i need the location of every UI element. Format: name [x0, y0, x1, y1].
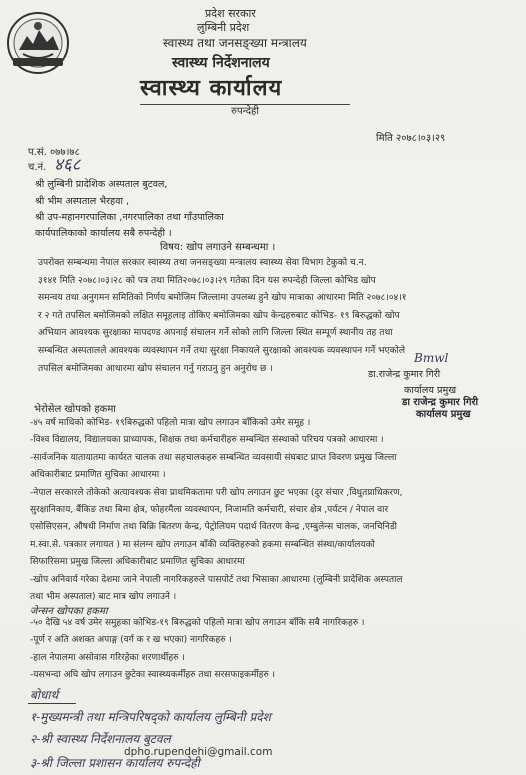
list-item: -नेपाल सरकारले तोकेको अत्यावश्यक सेवा प्राथमिकतामा परी खोप लगाउन छुट भएका (दुर संचार ,विधुतप्राधिकरण, [30, 487, 403, 498]
body-line: तपसिल बमोजिमका आधारमा खोप संचालन गर्नु गराउनु हुन अनुरोध छ । [38, 363, 273, 374]
section-verocell-list [30, 415, 514, 606]
body-line: सम्बन्धित अस्पतालले आवश्यक व्यवस्थापन गर्ने तथा सुरक्षा निकायले सुरक्षाको आवश्यक व्यवस्थापन गर्ने भएकोले [38, 345, 406, 356]
list-item: एसोसिएसन, औषधी निर्माण तथा बिक्रि बितरण केन्द्र, पेट्रोलियम पदार्थ वितरण केन्द्र ,एम्बुलेन्स चालक, जनचिनिडी [30, 522, 397, 533]
recipient-2: श्री भीम अस्पताल भैरहवा , [35, 196, 130, 207]
body-line: समन्वय तथा अनुगमन समितिको निर्णय बमोजिम जिल्लामा उपलब्ध हुने खोप मात्राका आधारमा मिति २०७८।०४।१ [38, 293, 407, 304]
header-govt: प्रदेश सरकार [205, 7, 256, 20]
stamp-name: डा राजेन्द्र कुमार गिरी [402, 397, 479, 408]
list-item: -खोप अनिवार्य गरेका देशमा जाने नेपाली नागरिकहरुले पासपोर्ट तथा भिसाका आधारमा (लुम्बिनी प्रादेशिक अस्पताल [30, 574, 403, 585]
body-line: ३१४१ मिति २०७८।०३।२८ को पत्र तथा मिति२०७८।०३।२९ गतेका दिन यस रुपन्देही जिल्ला कोभिड खोप [38, 275, 376, 286]
signatory-title: कार्यालय प्रमुख [404, 385, 457, 396]
nepal-emblem-logo [5, 10, 71, 76]
header-district: रुपन्देही [231, 106, 259, 117]
letter-subject: विषय: खोप लगाउने सम्बन्धमा । [160, 242, 276, 253]
list-item: -पूर्ण र अति अशक्त अपाङ्ग (वर्ग क र ख भएका) नागरिकहरु । [30, 635, 232, 646]
cc-underline [28, 703, 76, 704]
dispatch-number: ४६८ [54, 155, 81, 175]
list-item: -यसभन्दा अघि खोप लगाउन छुटेका स्वास्थ्यकर्मीहरु तथा सरसफाइकर्मीहरु । [30, 670, 276, 681]
list-item: म.स्वा.से. पत्रकार लगायत ) मा संलग्न खोप लगाउन बाँकी व्यक्तिहरुको हकमा सम्बन्धित संस्था/कार्यालयको [30, 539, 375, 550]
section-veroсell-title: भेरोसेल खोपको हकमा [34, 404, 116, 415]
body-line: अभियान आवश्यक सुरक्षाका मापदण्ड अपनाई संचालन गर्ने सोको लागि जिल्ला स्थित सम्पूर्ण स्थानीय तह तथा [38, 328, 393, 339]
header-office: स्वास्थ्य कार्यालय [140, 76, 283, 101]
header-ministry: स्वास्थ्य तथा जनसङ्ख्या मन्त्रालय [163, 36, 307, 50]
signatory-name: डा.राजेन्द्र कुमार गिरी [368, 369, 441, 380]
letter-date: मिति २०७८।०३।२९ [376, 133, 446, 144]
header-directorate: स्वास्थ्य निर्देशनालय [172, 55, 270, 71]
list-item: सिफारिसमा प्रमुख जिल्ला अधिकारीबाट प्रमाणित सुचिका आधारमा [30, 557, 245, 568]
recipient-3: श्री उप-महानगरपालिका ,नगरपालिका तथा गाँउपालिका [35, 212, 224, 223]
list-item: तथा भीम अस्पताल) बाट मात्र खोप लगाउने । [30, 592, 177, 603]
list-item: -हाल नेपालमा असोवास गरिरहेका शरणार्थीहरु । [30, 652, 185, 663]
office-email: dpho.rupendehi@gmail.com [124, 746, 273, 758]
body-line: उपरोक्त सम्बन्धमा नेपाल सरकार स्वास्थ्य तथा जनसङ्ख्या मन्त्रालय स्वास्थ्य सेवा विभाग टेकुको च.न. [38, 258, 367, 268]
list-item: अधिकारीबाट प्रमाणित सुचिका आधारमा । [30, 470, 166, 481]
dispatch-label: च.नं. [28, 162, 47, 173]
section-janssen-title: जेन्सन खोपका हकमा [30, 606, 108, 617]
cc-line-2: २-श्री स्वास्थ्य निर्देशनालय बुटवल [30, 732, 171, 746]
body-line: र २ गते तपसिल बमोजिमको लक्षित समूहलाइ तोकिए बमोजिमका खोप केन्द्रहरुबाट कोभिड- १९ बिरुद्धको खोप [38, 310, 400, 321]
header-underline [140, 104, 350, 105]
cc-line-3: ३-श्री जिल्ला प्रशासन कार्यालय रुपन्देही [30, 756, 200, 770]
stamp-title: कार्यालय प्रमुख [416, 409, 471, 420]
list-item: -सार्वजनिक यातायातमा कार्यरत चालक तथा सहचालकहरु सम्बन्धित व्यवसायी संघबाट प्राप्त विवरण प्रमुख जिल्ला [30, 452, 397, 463]
reference-number: प.सं. ०७७।७८ [28, 147, 80, 158]
signature-scribble: Bmwl [414, 351, 449, 365]
header-province: लुम्बिनी प्रदेश [197, 21, 250, 34]
recipient-1: श्री लुम्बिनी प्रादेशिक अस्पताल बुटवल, [35, 179, 168, 190]
list-item: सुरक्षानिकाय, बैंकिङ तथा बिमा क्षेत्र, फोहरमैला व्यवस्थापन, निजामति कर्मचारी, संचार क्षेत्र ,पर्यटन / नेपाल वार [30, 505, 389, 516]
list-item: -४५ वर्ष माथिको कोभिड- १९बिरुद्धको पहिलो मात्रा खोप लगाउन बाँकिको उमेर समूह । [30, 418, 311, 428]
list-item: -५० देखि ५४ वर्ष उमेर समुहका कोभिड-१९ बिरुद्धको पहिलो मात्रा खोप लगाउन बाँकि सबै नागरिकहरु । [30, 618, 365, 628]
list-item: -विश्व विद्यालय, विद्यालयका प्राध्यापक, शिक्षक तथा कर्मचारीहरु सम्बन्धित संस्थाको परिचय पत्रको आधारमा । [30, 435, 384, 446]
recipient-4: कार्यपालिकाको कार्यालय सबै रुपन्देही । [35, 228, 172, 239]
cc-line-1: १-मुख्यमन्त्री तथा मन्त्रिपरिषद्को कार्यालय लुम्बिनी प्रदेश [30, 710, 271, 724]
cc-title: बोधार्थ [30, 688, 59, 702]
section-janssen-list [30, 615, 514, 685]
